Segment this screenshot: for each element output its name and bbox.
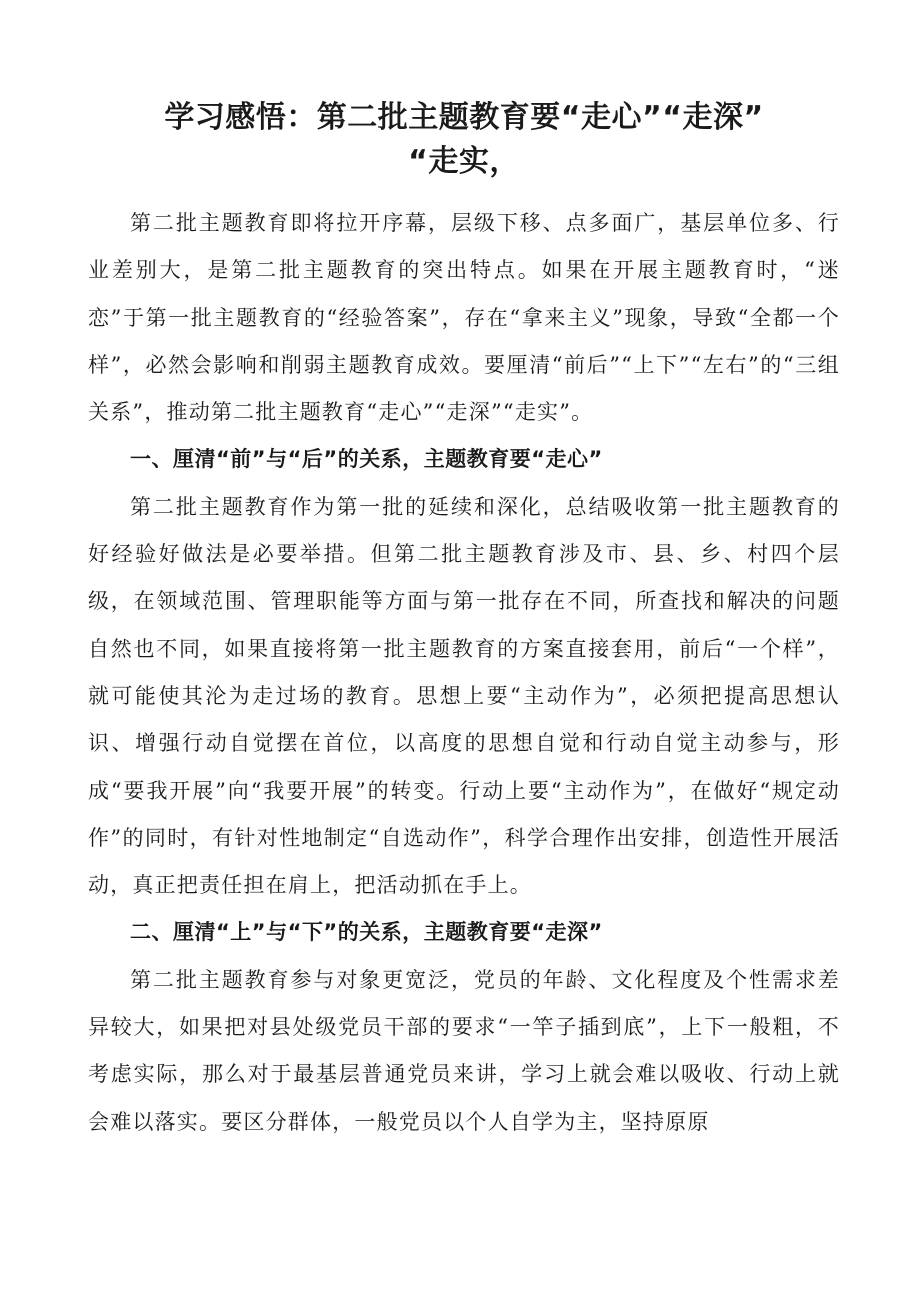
intro-paragraph: 第二批主题教育即将拉开序幕，层级下移、点多面广，基层单位多、行业差别大，是第二批主题教育的突出特点。如果在开展主题教育时，“迷恋”于第一批主题教育的“经验答案”，存在“拿来主义”现象，导致“全都一个样”，必然会影响和削弱主题教育成效。要厘清“前后”“上下”“左右”的“三组关系”，推动第二批主题教育“走心”“走深”“走实”。 [88,211,840,425]
title-line-1: 学习感悟：第二批主题教育要“走心”“走深” [164,100,764,135]
document-title [88,96,840,184]
section-1-paragraph: 第二批主题教育作为第一批的延续和深化，总结吸收第一批主题教育的好经验好做法是必要举措。但第二批主题教育涉及市、县、乡、村四个层级，在领域范围、管理职能等方面与第一批存在不同，所查找和解决的问题自然也不同，如果直接将第一批主题教育的方案直接套用，前后“一个样”，就可能使其沦为走过场的教育。思想上要“主动作为”，必须把提高思想认识、增强行动自觉摆在首位，以高度的思想自觉和行动自觉主动参与，形成“要我开展”向“我要开展”的转变。行动上要“主动作为”，在做好“规定动作”的同时，有针对性地制定“自选动作”，科学合理作出安排，创造性开展活动，真正把责任担在肩上，把活动抓在手上。 [88,494,840,898]
title-line-2: “走实， [408,144,520,179]
section-2-heading: 二、厘清“上”与“下”的关系，主题教育要“走深” [130,920,603,945]
document-page [88,96,840,1146]
section-1-heading: 一、厘清“前”与“后”的关系，主题教育要“走心” [130,447,603,472]
section-2-paragraph: 第二批主题教育参与对象更宽泛，党员的年龄、文化程度及个性需求差异较大，如果把对县处级党员干部的要求“一竿子插到底”，上下一般粗，不考虑实际，那么对于最基层普通党员来讲，学习上就会难以吸收、行动上就会难以落实。要区分群体，一般党员以个人自学为主，坚持原原 [88,967,840,1134]
